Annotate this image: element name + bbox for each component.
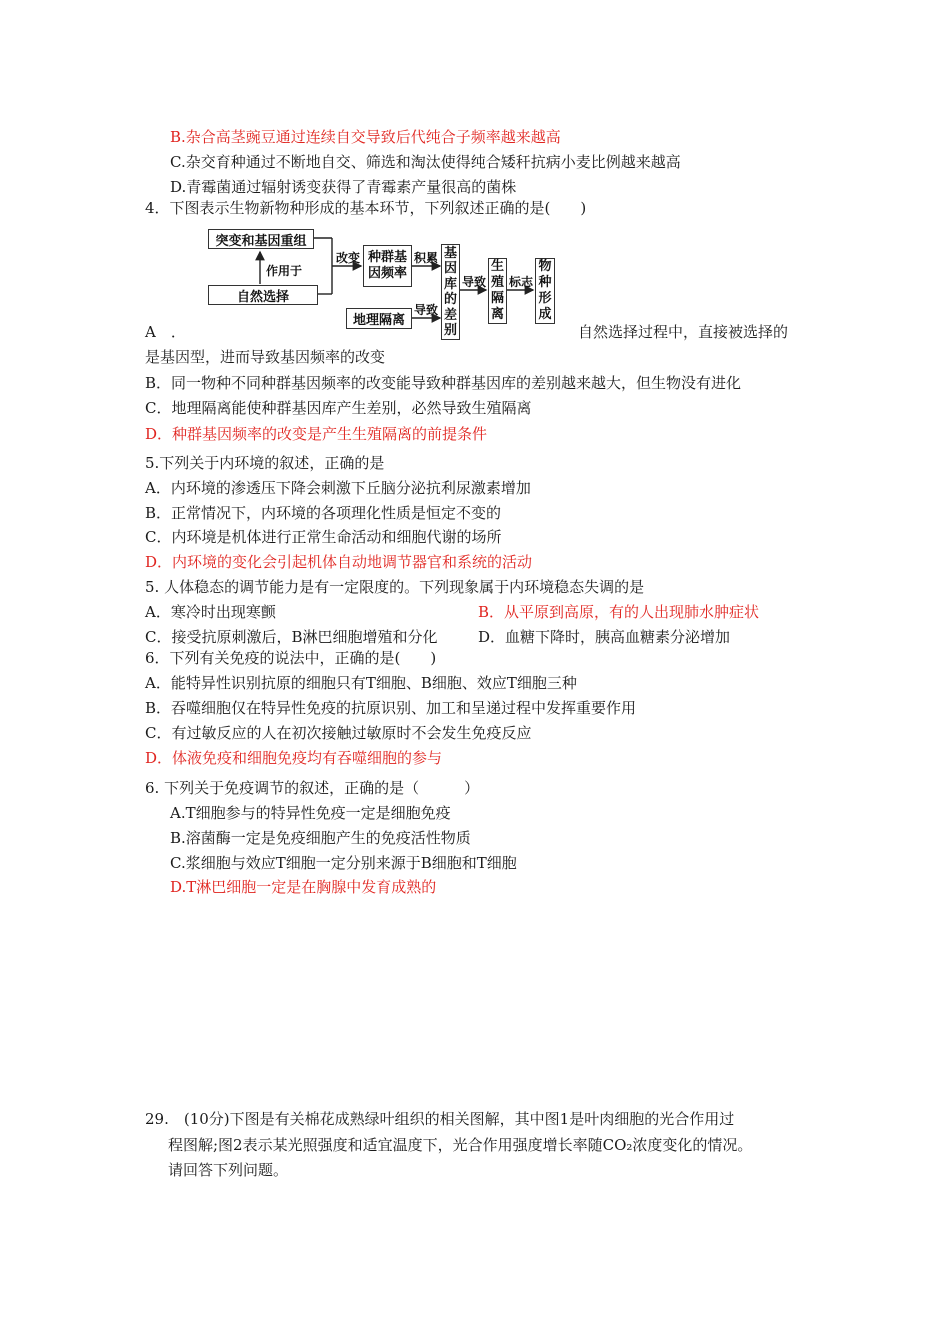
pool-char-2: 因: [443, 261, 457, 276]
species-char-1: 物: [538, 259, 552, 274]
pool-char-3: 库: [443, 276, 457, 292]
box-geographic-isolation: 地理隔离: [346, 308, 412, 329]
repro-char-1: 生: [490, 259, 504, 274]
q4-option-a-text: 自然选择过程中，直接被选择的: [578, 323, 789, 341]
q4-option-a-cont: 是基因型，进而导致基因频率的改变: [145, 348, 386, 366]
box-gene-pool-difference: [441, 244, 460, 340]
q5b-stem: 5. 人体稳态的调节能力是有一定限度的。下列现象属于内环境稳态失调的是: [145, 578, 645, 596]
label-change: 改变: [336, 251, 361, 265]
pool-char-6: 别: [443, 323, 457, 338]
q5a-option-b: B．正常情况下，内环境的各项理化性质是恒定不变的: [145, 504, 502, 522]
q5a-option-c: C．内环境是机体进行正常生命活动和细胞代谢的场所: [145, 528, 502, 546]
label-acts-on: 作用于: [266, 264, 303, 278]
box-natural-selection: 自然选择: [208, 285, 318, 305]
species-char-2: 种: [538, 275, 552, 290]
q4-option-a-marker: A ．: [145, 323, 186, 341]
q29-line-2: 程图解;图2表示某光照强度和适宜温度下，光合作用强度增长率随CO₂浓度变化的情况。: [168, 1136, 753, 1154]
q6a-option-d: D．体液免疫和细胞免疫均有吞噬细胞的参与: [145, 749, 443, 767]
q5b-option-d: D．血糖下降时，胰高血糖素分泌增加: [478, 628, 731, 646]
q6b-option-d: D.T淋巴细胞一定是在胸腺中发育成熟的: [170, 878, 437, 896]
q4-option-c: C．地理隔离能使种群基因库产生差别，必然导致生殖隔离: [145, 399, 532, 417]
label-leads-pool: 导致: [462, 275, 487, 289]
q6a-stem: 6．下列有关免疫的说法中，正确的是( ): [145, 649, 437, 667]
q6a-option-a: A．能特异性识别抗原的细胞只有T细胞、B细胞、效应T细胞三种: [145, 674, 577, 692]
q5b-option-a: A．寒冷时出现寒颤: [145, 603, 276, 621]
q5a-option-a: A．内环境的渗透压下降会刺激下丘脑分泌抗利尿激素增加: [145, 479, 531, 497]
q29-line-3: 请回答下列问题。: [168, 1161, 289, 1179]
q6b-option-b: B.溶菌酶一定是免疫细胞产生的免疫活性物质: [170, 829, 471, 847]
box-mutation-recombination: 突变和基因重组: [208, 229, 314, 249]
species-char-4: 成: [538, 307, 552, 322]
q3-option-c: C.杂交育种通过不断地自交、筛选和淘汰使得纯合矮秆抗病小麦比例越来越高: [170, 153, 681, 171]
box-reproductive-isolation: [488, 258, 507, 324]
q6b-stem: 6. 下列关于免疫调节的叙述，正确的是（ ）: [145, 779, 480, 797]
pool-char-4: 的: [443, 292, 457, 307]
q4-stem: 4．下图表示生物新物种形成的基本环节，下列叙述正确的是( ): [145, 199, 587, 217]
q6b-option-c: C.浆细胞与效应T细胞一定分别来源于B细胞和T细胞: [170, 854, 517, 872]
repro-char-3: 隔: [490, 291, 504, 306]
pool-char-5: 差: [443, 307, 457, 323]
q6a-option-b: B．吞噬细胞仅在特异性免疫的抗原识别、加工和呈递过程中发挥重要作用: [145, 699, 637, 717]
q5b-option-b: B．从平原到高原，有的人出现肺水肿症状: [478, 603, 760, 621]
box-gene-frequency-line2: 因频率: [367, 266, 407, 281]
label-accumulate: 积累: [414, 251, 439, 265]
label-leads-geo: 导致: [414, 303, 439, 317]
box-gene-frequency-line1: 种群基: [367, 250, 407, 265]
box-species-formation: [535, 258, 555, 324]
q5b-option-c: C．接受抗原刺激后，B淋巴细胞增殖和分化: [145, 628, 438, 646]
box-gene-frequency: [363, 245, 412, 287]
q3-option-d: D.青霉菌通过辐射诱变获得了青霉素产量很高的菌株: [170, 178, 517, 196]
q3-option-b: B.杂合高茎豌豆通过连续自交导致后代纯合子频率越来越高: [170, 128, 561, 146]
q4-option-b: B．同一物种不同种群基因频率的改变能导致种群基因库的差别越来越大，但生物没有进化: [145, 374, 742, 392]
label-marker: 标志: [509, 275, 534, 289]
q5a-stem: 5.下列关于内环境的叙述，正确的是: [145, 454, 385, 472]
pool-char-1: 基: [443, 245, 457, 261]
q6a-option-c: C．有过敏反应的人在初次接触过敏原时不会发生免疫反应: [145, 724, 532, 742]
q4-option-d: D．种群基因频率的改变是产生生殖隔离的前提条件: [145, 425, 488, 443]
repro-char-4: 离: [490, 307, 504, 322]
q29-line-1: 29. (10分)下图是有关棉花成熟绿叶组织的相关图解，其中图1是叶肉细胞的光合作用过: [145, 1110, 735, 1128]
q5a-option-d: D．内环境的变化会引起机体自动地调节器官和系统的活动: [145, 553, 533, 571]
q6b-option-a: A.T细胞参与的特异性免疫一定是细胞免疫: [170, 804, 451, 822]
diagram-arrows: [0, 0, 950, 360]
species-char-3: 形: [538, 291, 552, 306]
repro-char-2: 殖: [490, 275, 504, 290]
